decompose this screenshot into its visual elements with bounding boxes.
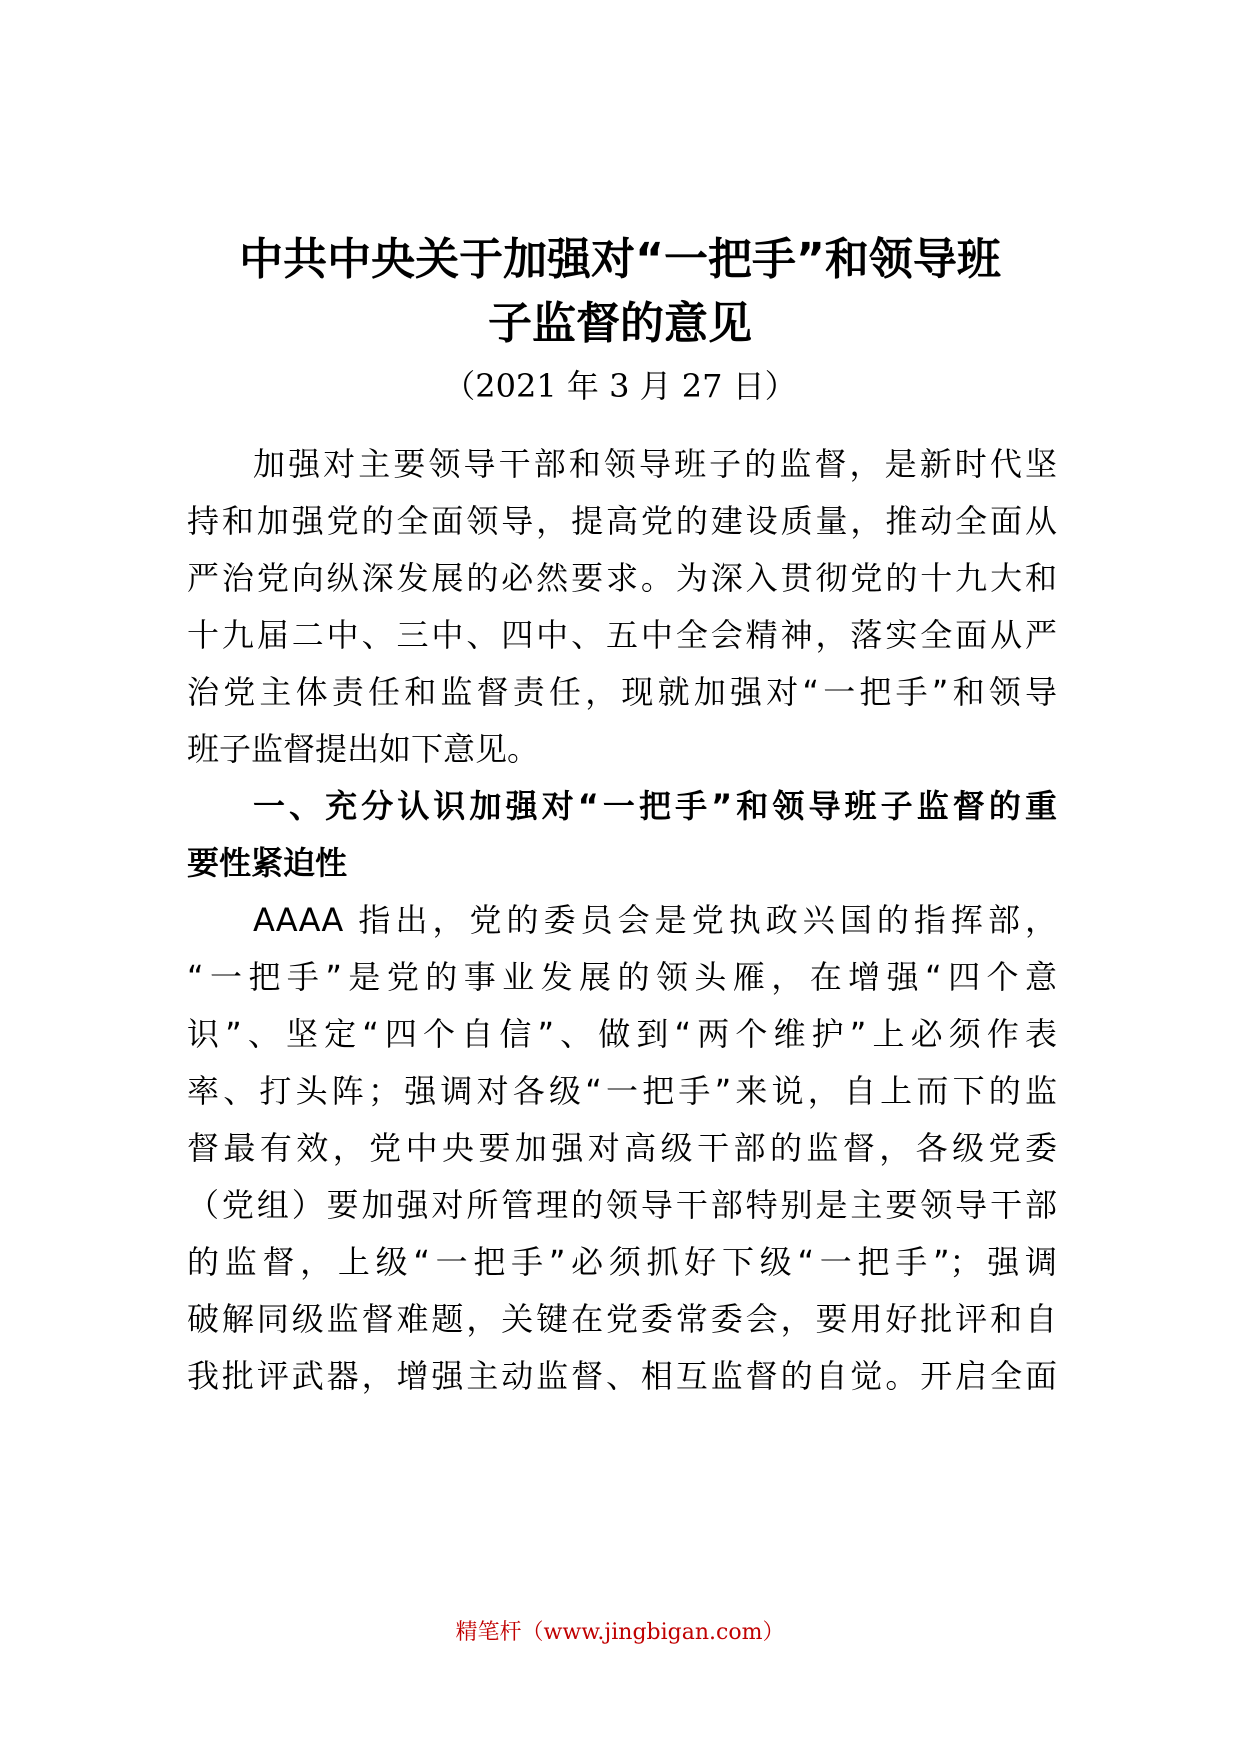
- paragraph-1-line: 加强对主要领导干部和领导班子的监督，是新时代坚: [253, 445, 1057, 483]
- paragraph-2-line: 率、打头阵；强调对各级“一把手”来说，自上而下的监: [187, 1072, 1057, 1110]
- paragraph-2-line: 督最有效，党中央要加强对高级干部的监督，各级党委: [187, 1129, 1057, 1167]
- document-title-line-1: 中共中央关于加强对“一把手”和领导班: [239, 234, 1001, 285]
- document-title-line-2: 子监督的意见: [488, 298, 752, 349]
- paragraph-2-line: AAAA 指出，党的委员会是党执政兴国的指挥部，: [253, 901, 1057, 939]
- footer-watermark-text: 精笔杆（www.jingbigan.com）: [455, 1620, 785, 1645]
- paragraph-1-line: 十九届二中、三中、四中、五中全会精神，落实全面从严: [187, 616, 1057, 654]
- paragraph-1-line: 持和加强党的全面领导，提高党的建设质量，推动全面从: [187, 502, 1057, 540]
- section-1-heading-line: 要性紧迫性: [187, 844, 348, 882]
- section-1-heading-line: 一、充分认识加强对“一把手”和领导班子监督的重: [253, 787, 1057, 825]
- paragraph-2-line: 的监督，上级“一把手”必须抓好下级“一把手”；强调: [187, 1243, 1057, 1281]
- paragraph-2-line: 识”、坚定“四个自信”、做到“两个维护”上必须作表: [187, 1015, 1057, 1053]
- paragraph-2-line: “一把手”是党的事业发展的领头雁，在增强“四个意: [187, 958, 1057, 996]
- document-date: （2021 年 3 月 27 日）: [443, 367, 797, 405]
- paragraph-2-line: 我批评武器，增强主动监督、相互监督的自觉。开启全面: [187, 1357, 1057, 1395]
- paragraph-2-line: 破解同级监督难题，关键在党委常委会，要用好批评和自: [187, 1300, 1057, 1338]
- paragraph-2-line: （党组）要加强对所管理的领导干部特别是主要领导干部: [187, 1186, 1057, 1224]
- paragraph-1-line: 治党主体责任和监督责任，现就加强对“一把手”和领导: [187, 673, 1057, 711]
- paragraph-1-line: 严治党向纵深发展的必然要求。为深入贯彻党的十九大和: [187, 559, 1057, 597]
- paragraph-1-line: 班子监督提出如下意见。: [187, 730, 540, 768]
